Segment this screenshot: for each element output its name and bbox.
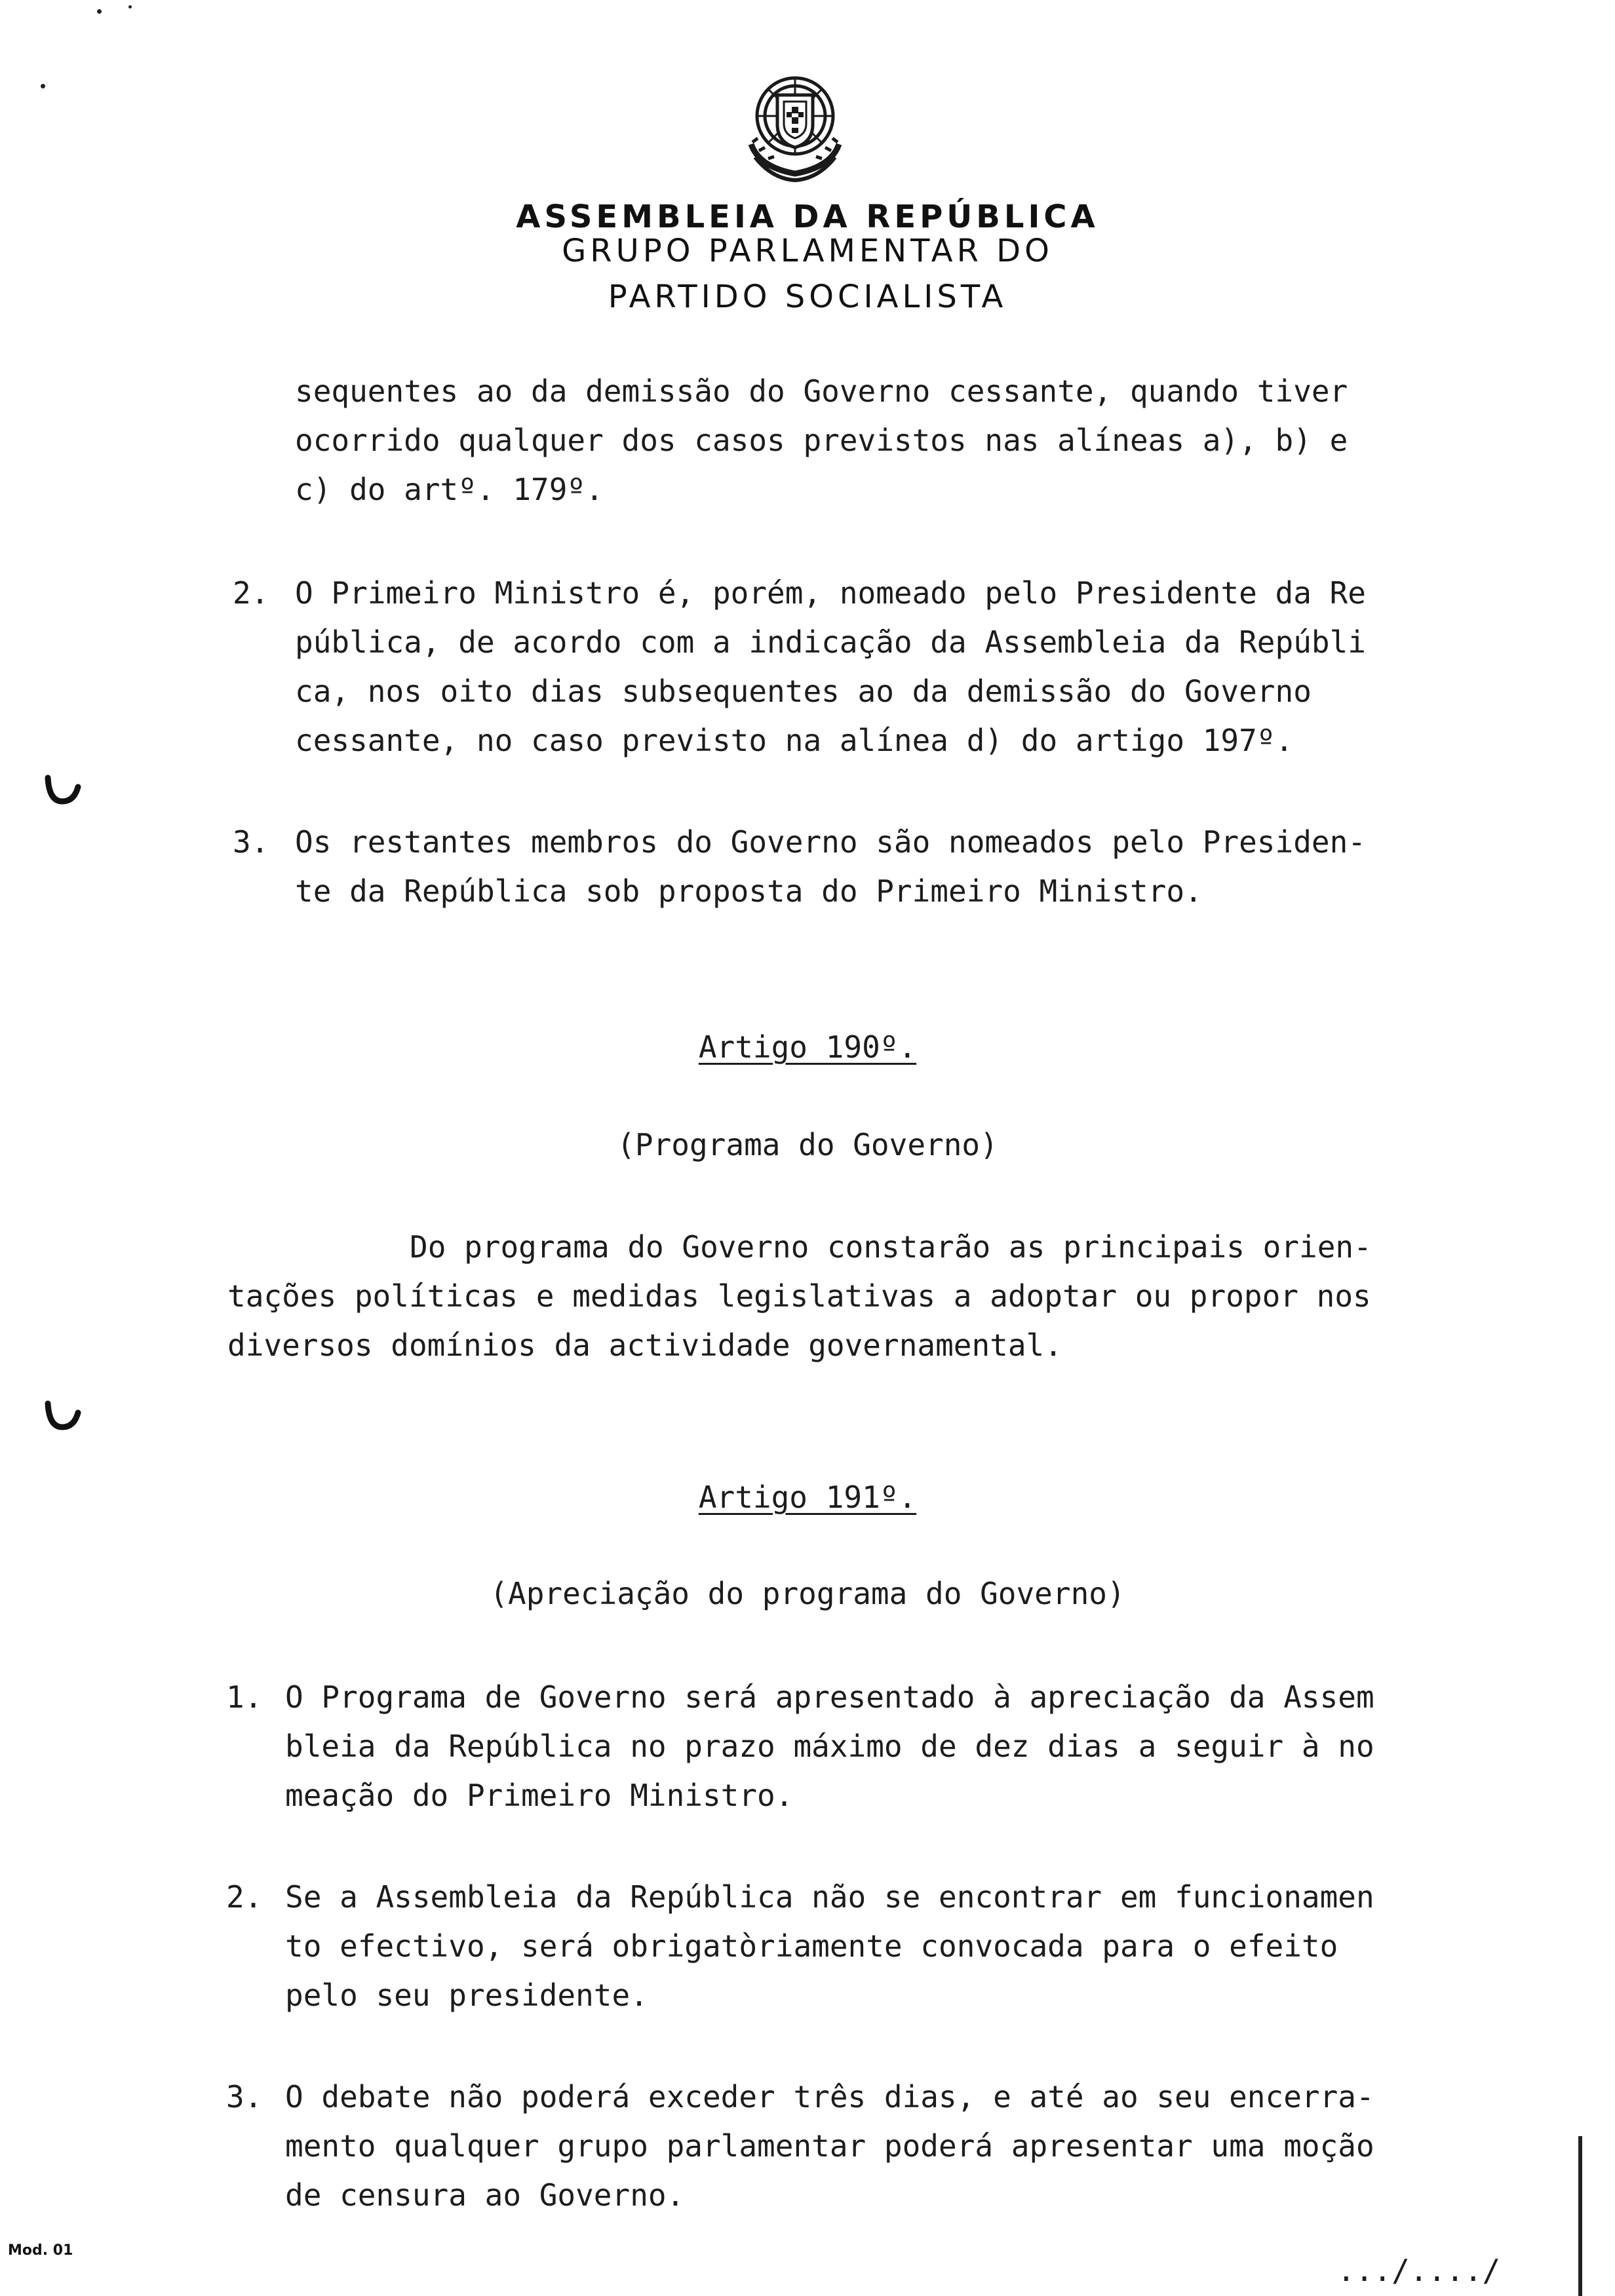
continuation-line: c) do artº. 179º. <box>295 472 604 507</box>
item-number: 1. <box>226 1679 263 1715</box>
item-line: pelo seu presidente. <box>285 1978 648 2013</box>
article-190-heading: Artigo 190º. <box>698 1029 917 1065</box>
article-190-paragraph-line: tações políticas e medidas legislativas a adoptar ou propor nos <box>227 1278 1371 1314</box>
item-line: mento qualquer grupo parlamentar poderá apresentar uma moção <box>285 2128 1374 2164</box>
continuation-mark: .../..../ <box>1337 2253 1501 2288</box>
scan-speck <box>41 84 45 88</box>
item-line: de censura ao Governo. <box>285 2177 685 2213</box>
item-line: te da República sob proposta do Primeiro Ministro. <box>295 873 1203 909</box>
item-line: bleia da República no prazo máximo de dez dias a seguir à no <box>285 1729 1374 1764</box>
scan-speck <box>97 9 102 14</box>
header-assembly-name: ASSEMBLEIA DA REPÚBLICA <box>516 199 1099 235</box>
article-191-heading: Artigo 191º. <box>698 1480 917 1515</box>
item-line: Os restantes membros do Governo são nomeados pelo Presiden- <box>295 824 1366 860</box>
punch-hole-mark <box>43 1396 82 1435</box>
article-190-paragraph-line: Do programa do Governo constarão as principais orien- <box>410 1229 1372 1265</box>
item-number: 2. <box>233 575 269 611</box>
item-line: pública, de acordo com a indicação da Assembleia da Repúbli <box>295 624 1366 660</box>
item-line: Se a Assembleia da República não se encontrar em funcionamen <box>285 1879 1374 1915</box>
item-line: to efectivo, será obrigatòriamente convocada para o efeito <box>285 1928 1338 1964</box>
item-line: ca, nos oito dias subsequentes ao da demissão do Governo <box>295 674 1312 709</box>
item-number: 3. <box>233 824 269 860</box>
article-191-subtitle: (Apreciação do programa do Governo) <box>490 1576 1125 1611</box>
item-number: 2. <box>226 1879 263 1915</box>
header-party-name: PARTIDO SOCIALISTA <box>608 278 1007 315</box>
item-line: O Primeiro Ministro é, porém, nomeado pelo Presidente da Re <box>295 575 1366 611</box>
article-190-subtitle: (Programa do Governo) <box>617 1127 998 1162</box>
scan-speck <box>128 5 132 9</box>
form-code: Mod. 01 <box>8 2242 73 2259</box>
coat-of-arms-emblem <box>739 69 851 183</box>
page-edge-line <box>1578 2136 1582 2296</box>
item-line: O Programa de Governo será apresentado à apreciação da Assem <box>285 1679 1374 1715</box>
item-line: cessante, no caso previsto na alínea d) do artigo 197º. <box>295 723 1294 758</box>
item-number: 3. <box>226 2079 263 2114</box>
item-line: O debate não poderá exceder três dias, e até ao seu encerra- <box>285 2079 1374 2114</box>
continuation-line: sequentes ao da demissão do Governo cessante, quando tiver <box>295 373 1348 409</box>
continuation-line: ocorrido qualquer dos casos previstos nas alíneas a), b) e <box>295 423 1348 458</box>
item-line: meação do Primeiro Ministro. <box>285 1778 794 1813</box>
punch-hole-mark <box>43 770 82 809</box>
header-parliamentary-group: GRUPO PARLAMENTAR DO <box>562 233 1053 269</box>
article-190-paragraph-line: diversos domínios da actividade governamental. <box>227 1328 1062 1363</box>
